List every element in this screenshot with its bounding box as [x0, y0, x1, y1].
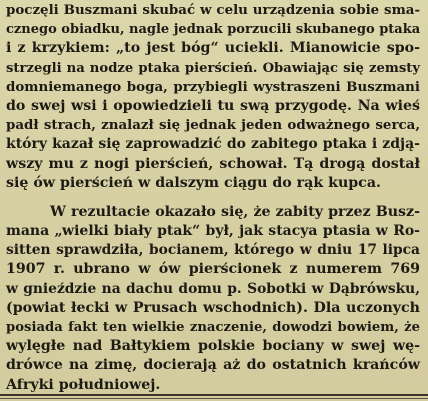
- text-line: sitten sprawdziła, bocianem, którego w dniu 17 lipca: [6, 242, 420, 259]
- text-line: domniemanego boga, przybiegli wystraszeni Buszmani: [6, 78, 420, 95]
- text-line: strzegli na nodze ptaka pierścień. Obawiając się zemsty: [6, 60, 420, 76]
- text-line: poczęli Buszmani skubać w celu urządzenia sobie sma-: [6, 2, 420, 18]
- bottom-border-rule-secondary: [0, 398, 428, 399]
- text-line: padł strach, znalazł się jednak jeden odważnego serca,: [6, 117, 420, 134]
- text-line: Afryki południowej.: [6, 376, 161, 393]
- bottom-border-rule: [0, 394, 428, 396]
- text-line: drówce na zimę, docierają aż do ostatnich krańców: [6, 357, 420, 374]
- text-line: mana „wielki biały ptak“ był, jak stacya ptasia w Ro-: [6, 223, 420, 240]
- text-line: się ów pierścień w dalszym ciągu do rąk kupca.: [6, 174, 381, 191]
- article-text: [6, 1, 420, 395]
- text-line: wszy mu z nogi pierścień, schował. Tą drogą dostał: [6, 155, 420, 172]
- text-line: wylęgłe nad Bałtykiem polskie bociany w swej wę-: [6, 338, 420, 355]
- paragraph-gap: [6, 193, 420, 203]
- text-line: w gnieździe na dachu domu p. Sobotki w Dąbrówsku,: [6, 280, 420, 297]
- text-line: W rezultacie okazało się, że zabity przez Busz-: [50, 203, 420, 220]
- text-line: cznego obiadku, nagle jednak porzucili skubanego ptaka: [6, 22, 421, 38]
- text-line: (powiat łecki w Prusach wschodnich). Dla uczonych: [6, 299, 420, 316]
- text-line: posiada fakt ten wielkie znaczenie, dowodzi bowiem, że: [6, 320, 420, 335]
- text-line: do swej wsi i opowiedzieli tu swą przygodę. Na wieś: [6, 97, 420, 114]
- paragraph-2: [6, 203, 420, 395]
- text-line: i z krzykiem: „to jest bóg“ uciekli. Mianowicie spo-: [6, 40, 420, 57]
- text-line: 1907 r. ubrano w ów pierścionek z numerem 769: [6, 261, 420, 278]
- text-line: który kazał się zaprowadzić do zabitego ptaka i zdją-: [6, 136, 420, 153]
- paragraph-1: [6, 1, 420, 193]
